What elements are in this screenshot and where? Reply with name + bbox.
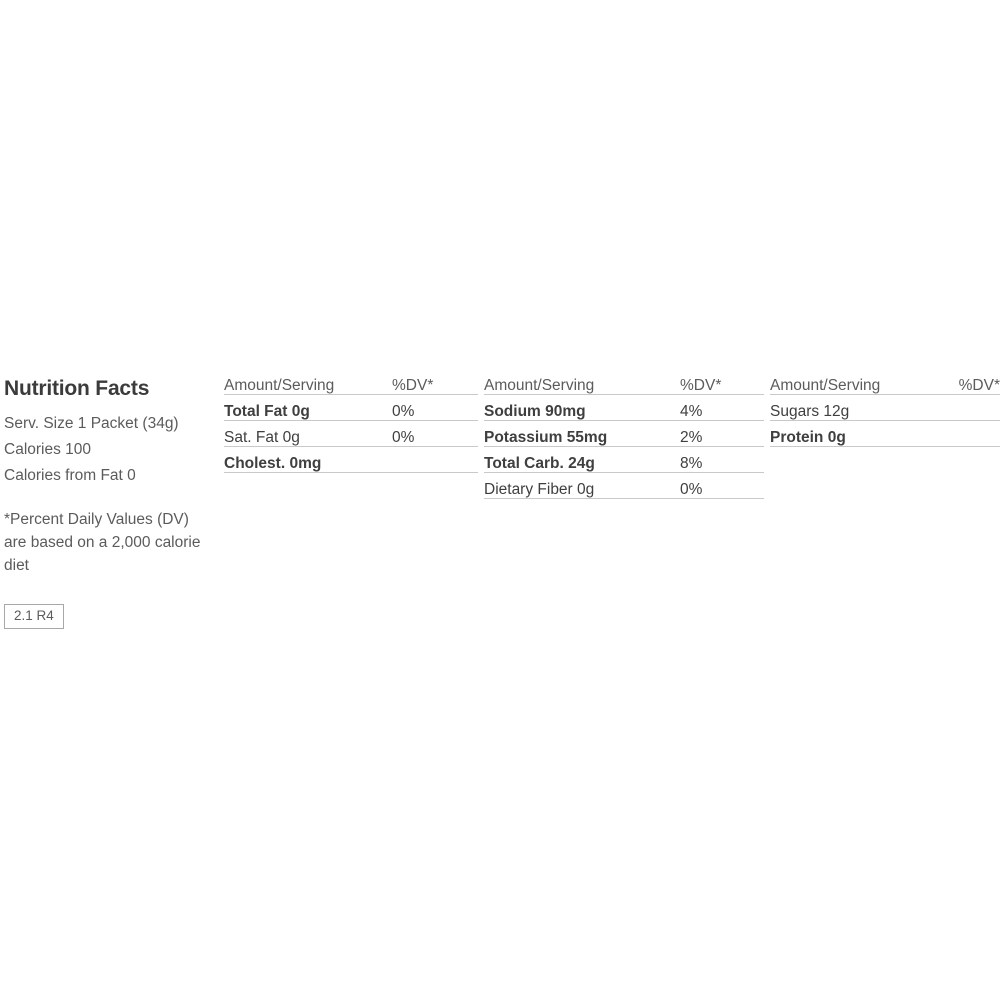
nutrient-dv: 0% (392, 420, 478, 446)
header-amount-serving: Amount/Serving (770, 377, 881, 394)
column-header-row (484, 378, 764, 394)
header-percent-dv: %DV* (392, 377, 434, 394)
header-amount-serving: Amount/Serving (224, 377, 335, 394)
nutrient-name: Dietary Fiber 0g (484, 472, 680, 498)
nutrient-name: Potassium 55mg (484, 420, 680, 446)
header-amount-serving: Amount/Serving (484, 377, 595, 394)
nutrient-dv: 8% (680, 446, 764, 472)
nutrition-summary-column (0, 378, 224, 629)
header-percent-dv: %DV* (680, 377, 722, 394)
table-row (484, 472, 764, 498)
column-header-row (224, 378, 478, 394)
header-percent-dv: %DV* (958, 377, 1000, 394)
nutrient-column-3 (770, 378, 1000, 499)
nutrient-name: Cholest. 0mg (224, 446, 392, 472)
nutrient-dv: 0% (392, 394, 478, 420)
nutrient-column-1 (224, 378, 478, 499)
revision-code-badge: 2.1 R4 (4, 604, 64, 629)
daily-value-footnote: *Percent Daily Values (DV) are based on a 2,000 calorie diet (4, 511, 201, 574)
table-row (484, 394, 764, 420)
nutrient-dv: 0% (680, 472, 764, 498)
calories-text: Calories 100 (4, 441, 92, 458)
nutrient-name: Sugars 12g (770, 394, 959, 420)
nutrient-dv (959, 420, 1000, 446)
table-row (770, 394, 1000, 420)
table-row (224, 420, 478, 446)
nutrient-name: Total Carb. 24g (484, 446, 680, 472)
nutrition-facts-panel (0, 378, 1000, 629)
table-row (224, 446, 478, 472)
nutrient-dv (392, 446, 478, 472)
page-title: Nutrition Facts (4, 377, 150, 400)
table-row (224, 394, 478, 420)
nutrient-name: Sodium 90mg (484, 394, 680, 420)
table-row (484, 420, 764, 446)
serving-size-text: Serv. Size 1 Packet (34g) (4, 415, 179, 432)
nutrient-dv: 4% (680, 394, 764, 420)
nutrient-name: Protein 0g (770, 420, 959, 446)
nutrient-columns (224, 378, 1000, 499)
table-row (770, 420, 1000, 446)
column-header-row (770, 378, 1000, 394)
table-row (484, 446, 764, 472)
nutrient-dv: 2% (680, 420, 764, 446)
calories-from-fat-text: Calories from Fat 0 (4, 467, 136, 484)
nutrient-name: Total Fat 0g (224, 394, 392, 420)
nutrient-column-2 (484, 378, 764, 499)
nutrient-dv (959, 394, 1000, 420)
nutrient-name: Sat. Fat 0g (224, 420, 392, 446)
nutrition-layout (0, 378, 1000, 629)
